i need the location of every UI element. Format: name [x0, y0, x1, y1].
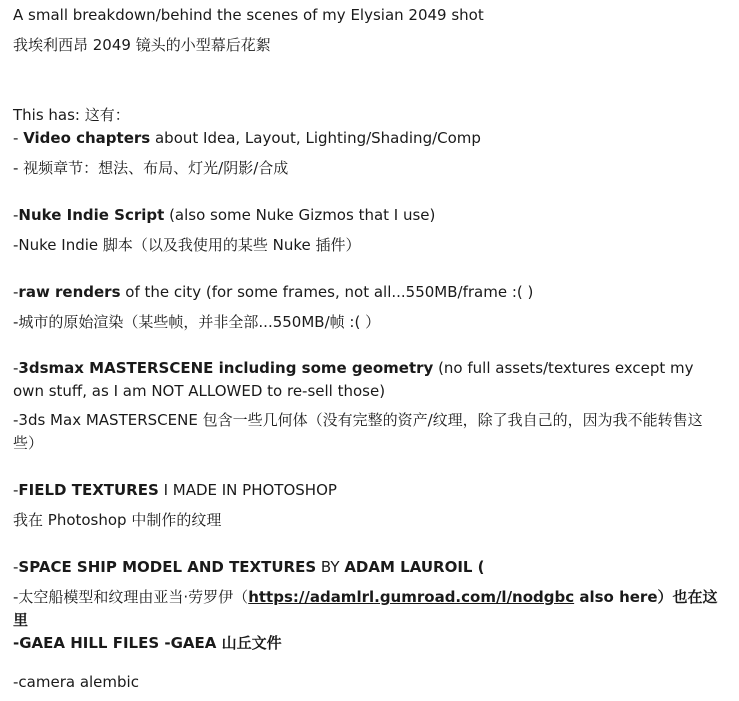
item-video-chapters [13, 127, 481, 150]
item-video-chapters-cn: - 视频章节：想法、布局、灯光/阴影/合成 [13, 159, 289, 177]
item-prefix: - [13, 481, 19, 499]
item-prefix: - [13, 129, 24, 147]
item-text: about Idea, Layout, Lighting/Shading/Comp [150, 129, 481, 147]
item-bold: Video chapters [23, 129, 151, 147]
item-space-ship [13, 556, 485, 579]
item-masterscene-cn: -3ds Max MASTERSCENE 包含一些几何体（没有完整的资产/纹理，除了我自己的，因为我不能转售这些） [13, 411, 703, 452]
item-text: I MADE IN PHOTOSHOP [158, 481, 337, 499]
item-field-textures [13, 479, 337, 502]
item-bold-cn: also here）也在这里 [13, 588, 718, 629]
item-nuke-script [13, 204, 435, 227]
page-title: A small breakdown/behind the scenes of my Elysian 2049 shot [13, 6, 484, 24]
item-bold: SPACE SHIP MODEL AND TEXTURES [18, 558, 317, 576]
item-text: (no full assets/textures except my own stuff, as I am NOT ALLOWED to re-sell those) [13, 359, 694, 400]
item-bold: 3dsmax MASTERSCENE including some geometry [18, 359, 434, 377]
item-text: of the city (for some frames, not all...550MB/frame :( ) [120, 283, 534, 301]
item-bold-author: ADAM LAUROIL ( [344, 558, 485, 576]
item-text: (also some Nuke Gizmos that I use) [164, 206, 436, 224]
item-gaea-files: -GAEA HILL FILES -GAEA 山丘文件 [13, 634, 282, 652]
item-text-cn: -太空船模型和纹理由亚当·劳罗伊（ [13, 588, 249, 606]
item-bold: Nuke Indie Script [18, 206, 165, 224]
gumroad-link[interactable]: https://adamlrl.gumroad.com/l/nodgbc [248, 588, 575, 606]
item-prefix: - [13, 206, 19, 224]
item-bold: FIELD TEXTURES [18, 481, 159, 499]
item-camera-alembic: -camera alembic [13, 673, 139, 691]
page-title-cn: 我埃利西昂 2049 镜头的小型幕后花絮 [13, 36, 271, 54]
item-raw-renders [13, 281, 533, 304]
item-text: BY [316, 558, 345, 576]
item-prefix: - [13, 558, 19, 576]
item-raw-renders-cn: -城市的原始渲染（某些帧，并非全部...550MB/帧 :( ） [13, 313, 381, 331]
item-bold: raw renders [18, 283, 121, 301]
item-space-ship-cn [13, 586, 723, 631]
item-prefix: - [13, 283, 19, 301]
item-nuke-script-cn: -Nuke Indie 脚本（以及我使用的某些 Nuke 插件） [13, 236, 361, 254]
item-field-textures-cn: 我在 Photoshop 中制作的纹理 [13, 511, 222, 529]
item-prefix: - [13, 359, 19, 377]
item-masterscene [13, 357, 713, 403]
intro-text: This has: 这有： [13, 106, 130, 124]
